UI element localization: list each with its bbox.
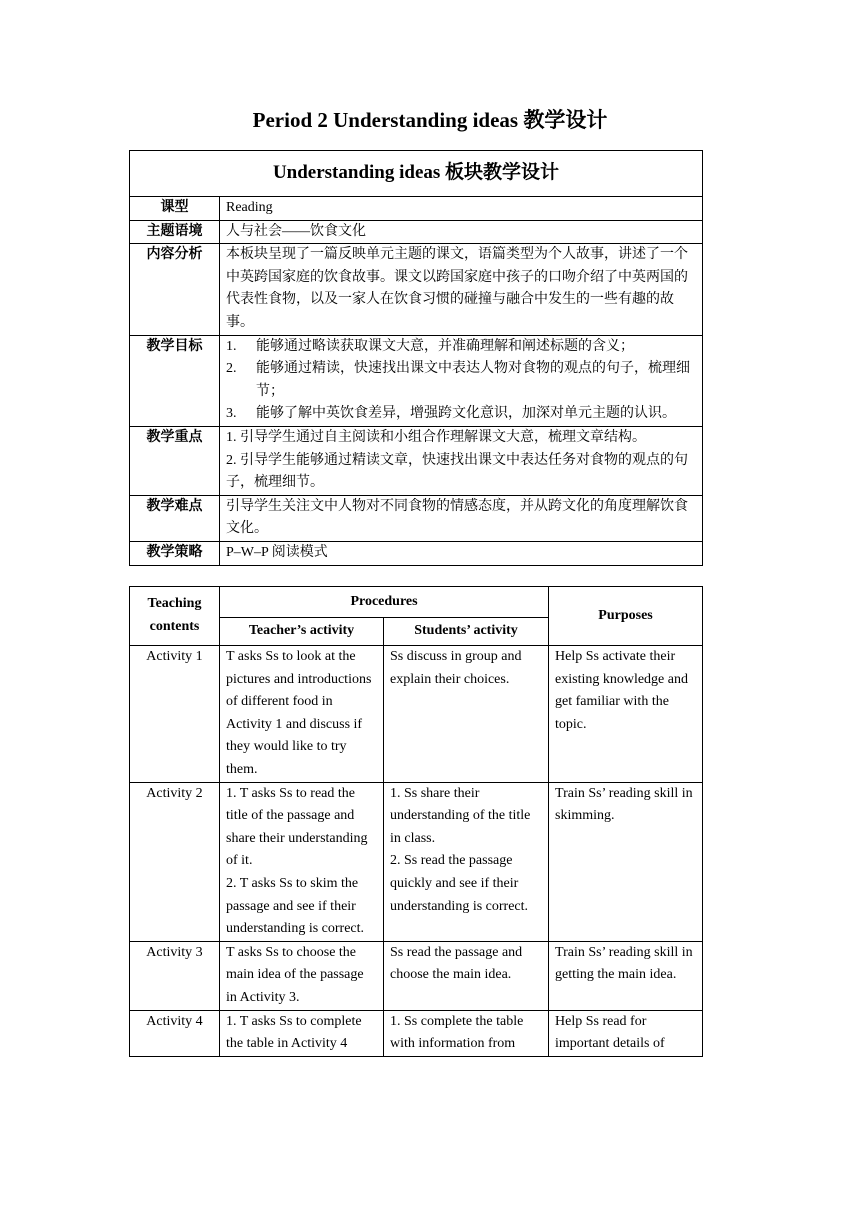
label-theme-context: 主题语境 — [130, 220, 220, 244]
table-row — [130, 646, 703, 783]
students-activity-cell — [384, 646, 549, 783]
value-key-points — [220, 426, 703, 495]
objective-number: 2. — [226, 361, 237, 377]
table-row — [130, 1010, 703, 1056]
label-difficulties: 教学难点 — [130, 495, 220, 541]
students-activity-cell — [384, 1010, 549, 1056]
purpose-text: Help Ss activate their existing knowledge and get familiar with the topic. — [549, 646, 703, 783]
table-row — [130, 941, 703, 1010]
value-difficulties: 引导学生关注文中人物对不同食物的情感态度，并从跨文化的角度理解饮食文化。 — [220, 495, 703, 541]
header-students-activity: Students’ activity — [384, 618, 549, 646]
key-point-line: 1. 引导学生通过自主阅读和小组合作理解课文大意，梳理文章结构。 — [226, 429, 646, 445]
objective-text: 能够通过精读，快速找出课文中表达人物对食物的观点的句子，梳理细节； — [256, 361, 690, 399]
activity-name: Activity 1 — [130, 646, 220, 783]
teacher-activity-text: 2. T asks Ss to skim the passage and see if their understanding is correct. — [226, 875, 365, 937]
teacher-activity-text: 1. T asks Ss to complete the table in Activity 4 — [226, 1013, 362, 1052]
objective-item — [226, 358, 696, 403]
header-purposes: Purposes — [549, 587, 703, 646]
label-lesson-type: 课型 — [130, 197, 220, 221]
objective-item — [226, 336, 696, 359]
purpose-text: Train Ss’ reading skill in skimming. — [549, 782, 703, 941]
label-content-analysis: 内容分析 — [130, 244, 220, 335]
objective-number: 1. — [226, 338, 237, 354]
label-strategy: 教学策略 — [130, 541, 220, 565]
teacher-activity-cell — [220, 941, 384, 1010]
design-table-heading: Understanding ideas 板块教学设计 — [130, 151, 703, 197]
activity-name: Activity 4 — [130, 1010, 220, 1056]
value-teaching-objectives — [220, 335, 703, 426]
activity-name: Activity 2 — [130, 782, 220, 941]
students-activity-cell — [384, 782, 549, 941]
value-content-analysis: 本板块呈现了一篇反映单元主题的课文，语篇类型为个人故事，讲述了一个中英跨国家庭的饮食故事。课文以跨国家庭中孩子的口吻介绍了中英两国的代表性食物，以及一家人在饮食习惯的碰撞与融合中发生的一些有趣的故事。 — [220, 244, 703, 335]
label-teaching-objectives: 教学目标 — [130, 335, 220, 426]
value-theme-context: 人与社会——饮食文化 — [220, 220, 703, 244]
header-procedures: Procedures — [220, 587, 549, 618]
design-table — [129, 150, 703, 566]
purpose-text: Train Ss’ reading skill in getting the main idea. — [549, 941, 703, 1010]
header-teacher-activity: Teacher’s activity — [220, 618, 384, 646]
teacher-activity-cell — [220, 782, 384, 941]
students-activity-text: 1. Ss share their understanding of the title in class. — [390, 785, 531, 846]
label-key-points: 教学重点 — [130, 426, 220, 495]
students-activity-text: Ss discuss in group and explain their choices. — [390, 649, 522, 687]
teacher-activity-text: 1. T asks Ss to read the title of the passage and share their understanding of it. — [226, 785, 368, 869]
teacher-activity-cell — [220, 1010, 384, 1056]
students-activity-text: Ss read the passage and choose the main idea. — [390, 944, 523, 983]
header-teaching-contents: Teaching contents — [130, 587, 220, 646]
value-lesson-type: Reading — [220, 197, 703, 221]
students-activity-cell — [384, 941, 549, 1010]
table-row — [130, 782, 703, 941]
document-title: Period 2 Understanding ideas 教学设计 — [252, 108, 608, 132]
objective-number: 3. — [226, 406, 237, 422]
objective-item — [226, 403, 696, 426]
objective-text: 能够了解中英饮食差异，增强跨文化意识，加深对单元主题的认识。 — [256, 406, 676, 422]
purpose-text: Help Ss read for important details of — [549, 1010, 703, 1056]
teacher-activity-cell — [220, 646, 384, 783]
teacher-activity-text: T asks Ss to choose the main idea of the passage in Activity 3. — [226, 944, 364, 1005]
value-strategy: P–W–P 阅读模式 — [220, 541, 703, 565]
students-activity-text: 2. Ss read the passage quickly and see if their understanding is correct. — [390, 853, 529, 914]
key-point-line: 2. 引导学生能够通过精读文章，快速找出课文中表达任务对食物的观点的句子，梳理细节。 — [226, 452, 688, 491]
teacher-activity-text: T asks Ss to look at the pictures and introductions of different food in Activity 1 and discuss if they would like to try them. — [226, 649, 372, 777]
students-activity-text: 1. Ss complete the table with information from — [390, 1013, 524, 1052]
procedure-table — [129, 586, 703, 1057]
objective-text: 能够通过略读获取课文大意，并准确理解和阐述标题的含义； — [256, 338, 634, 354]
activity-name: Activity 3 — [130, 941, 220, 1010]
